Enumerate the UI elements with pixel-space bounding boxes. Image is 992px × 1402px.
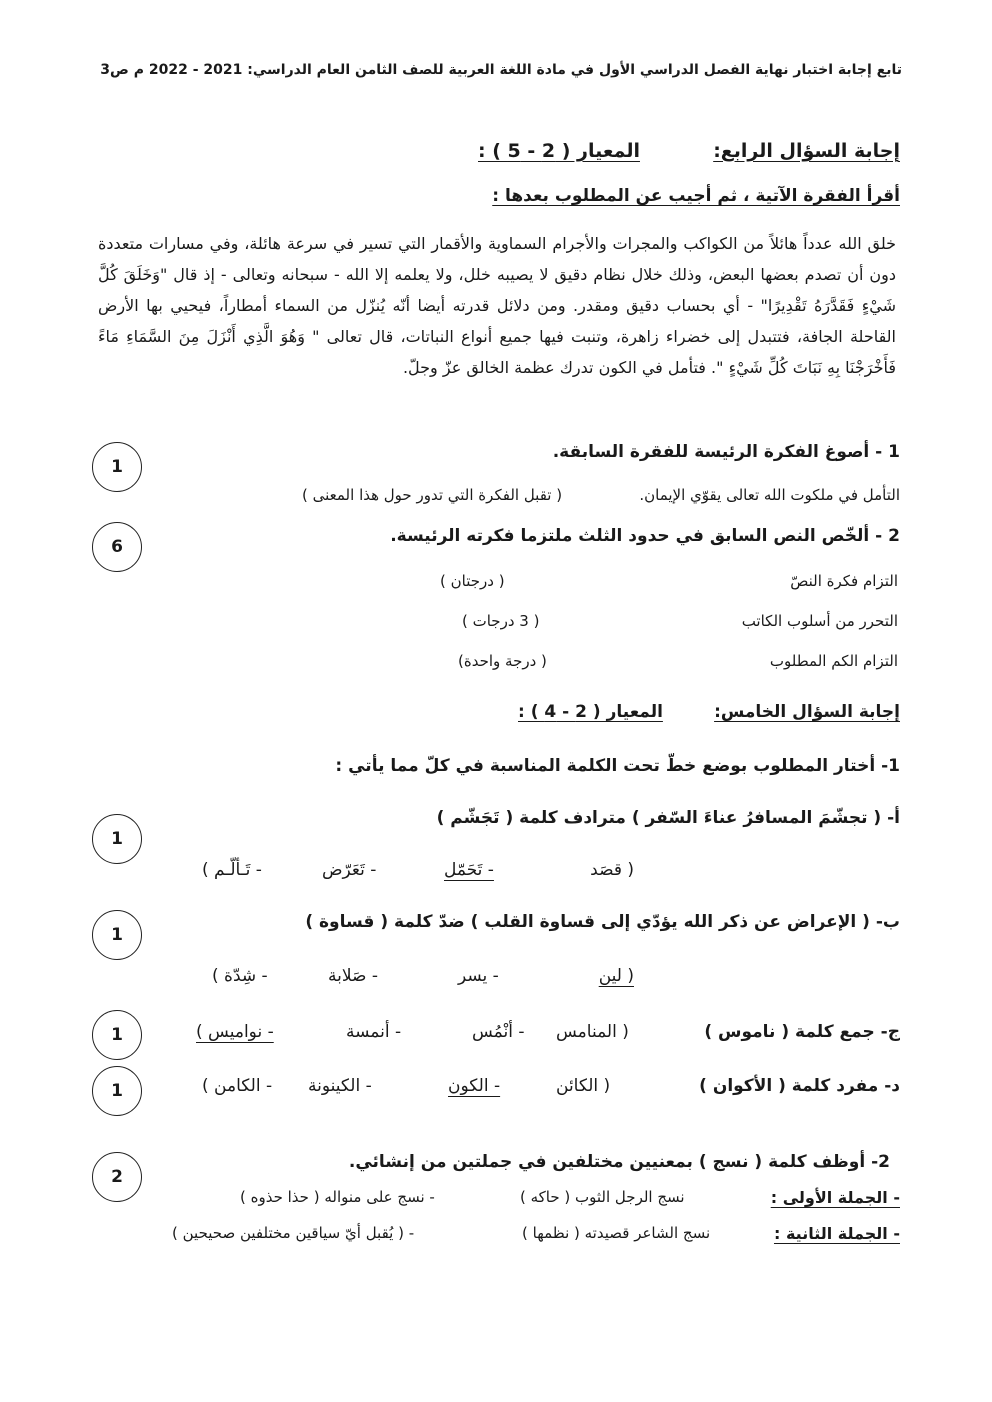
option: - الكينونة <box>308 1076 372 1096</box>
rubric-points: ( درجة واحدة) <box>458 652 547 670</box>
rubric-item: التحرر من أسلوب الكاتب <box>741 612 898 630</box>
q5-task2-label: 2- أوظف كلمة ( نسج ) بمعنيين مختلفين في جملتين من إنشائي. <box>348 1152 890 1172</box>
mark-circle: 6 <box>92 522 142 572</box>
option: ( الكائن <box>556 1076 611 1096</box>
reading-paragraph <box>98 228 896 383</box>
mark-circle: 1 <box>92 814 142 864</box>
sentence1-a: نسج الرجل الثوب ( حاكه ) <box>520 1188 685 1206</box>
option: - شِدّة ) <box>212 966 268 986</box>
sentence2-a: نسج الشاعر قصيدته ( نظمها ) <box>522 1224 711 1242</box>
option: - تَـألّـم ) <box>202 860 262 880</box>
option-correct <box>444 860 494 880</box>
q5-title: إجابة السؤال الخامس: <box>714 702 900 722</box>
rubric-item: التزام فكرة النصّ <box>790 572 898 590</box>
sentence2-label-text: - الجملة الثانية : <box>773 1224 900 1243</box>
q4-task1-answer: التأمل في ملكوت الله تعالى يقوّي الإيمان. <box>639 486 900 504</box>
q4-title: إجابة السؤال الرابع: <box>713 140 900 162</box>
sentence2-b: - ( يُقبل أيّ سياقين مختلفين صحيحين ) <box>172 1224 415 1242</box>
q5-b-question: ب- ( الإعراض عن ذكر الله يؤدّي إلى قساوة القلب ) ضدّ كلمة ( قساوة ) <box>305 912 900 932</box>
sentence1-label <box>771 1188 900 1207</box>
q4-instruction: أقرأ الفقرة الآتية ، ثم أجيب عن المطلوب بعدها : <box>492 186 900 206</box>
mark-circle: 1 <box>92 910 142 960</box>
q5-d-question: د- مفرد كلمة ( الأكوان ) <box>699 1076 900 1096</box>
rubric-item: التزام الكم المطلوب <box>769 652 898 670</box>
option: - صَلابة <box>328 966 378 986</box>
option-text: - تَحَمّل <box>444 860 494 880</box>
q4-task1-note: ( تقبل الفكرة التي تدور حول هذا المعنى ) <box>302 486 563 504</box>
sentence2-label <box>774 1224 900 1243</box>
q4-task1-label: 1 - أصوغ الفكرة الرئيسة للفقرة السابقة. <box>552 442 900 462</box>
option: - الكامن ) <box>202 1076 273 1096</box>
mark-circle: 2 <box>92 1152 142 1202</box>
mark-circle: 1 <box>92 442 142 492</box>
paragraph-text: خلق الله عدداً هائلاً من الكواكب والمجرات والأجرام السماوية والأقمار التي تسير في سرعة هائلة، وفي مسارات متعددة دون أن تصدم بعضها البعض، وذلك خلال نظام دقيق لا يصيبه خلل، ولا يعلمه إلا الله - سبحانه وتعالى - إذ قال "وَخَلَقَ كُلَّ شَيْءٍ فَقَدَّرَهُ تَقْدِيرًا" - أي بحساب دقيق ومقدر. ومن دلائل قدرته أيضا أنّه يُنزّل من السماء أمطاراً، فيحيي بها الأرض القاحلة الجافة، فتتبدل إلى خضراء زاهرة، وتنبت فيها جميع أنواع النباتات، قال تعالى " وَهُوَ الَّذِي أَنْزَلَ مِنَ السَّمَاءِ مَاءً فَأَخْرَجْنَا بِهِ نَبَاتَ كُلِّ شَيْءٍ ". فتأمل في الكون تدرك عظمة الخالق عزّ وجلّ. <box>98 234 896 377</box>
q4-criterion: المعيار ( 2 - 5 ) : <box>478 140 640 162</box>
option-text: - نواميس ) <box>196 1022 274 1042</box>
option-correct <box>448 1076 500 1096</box>
option: - تَعَرّض <box>322 860 377 880</box>
rubric-points: ( 3 درجات ) <box>462 612 540 630</box>
q5-c-question: ج- جمع كلمة ( ناموس ) <box>704 1022 900 1042</box>
option: - أنْمُس <box>472 1022 525 1042</box>
rubric-points: ( درجتان ) <box>440 572 505 590</box>
option-correct <box>196 1022 274 1042</box>
option: - أنمسة <box>346 1022 402 1042</box>
option-text: ( لين <box>598 966 634 986</box>
option-correct <box>599 966 634 986</box>
mark-circle: 1 <box>92 1066 142 1116</box>
option-text: - الكون <box>448 1076 501 1096</box>
q5-task1-label: 1- أختار المطلوب بوضع خطّ تحت الكلمة المناسبة في كلّ مما يأتي : <box>335 756 900 776</box>
page-header: تابع إجابة اختبار نهاية الفصل الدراسي الأول في مادة اللغة العربية للصف الثامن العام الدراسي: 2021 - 2022 م ص3 <box>100 62 902 78</box>
option: - يسر <box>458 966 499 986</box>
q5-a-question: أ- ( تجشّمَ المسافرُ عناءَ السّفر ) مترادف كلمة ( تَجَشّم ) <box>436 808 900 828</box>
q4-task2-label: 2 - ألخّص النص السابق في حدود الثلث ملتزما فكرته الرئيسة. <box>390 526 900 546</box>
option: ( قصَد <box>590 860 634 880</box>
sentence1-b: - نسج على منواله ( حذا حذوه ) <box>240 1188 435 1206</box>
option: ( المنامس <box>556 1022 629 1042</box>
sentence1-label-text: - الجملة الأولى : <box>770 1188 900 1207</box>
q5-criterion: المعيار ( 2 - 4 ) : <box>518 702 663 722</box>
mark-circle: 1 <box>92 1010 142 1060</box>
